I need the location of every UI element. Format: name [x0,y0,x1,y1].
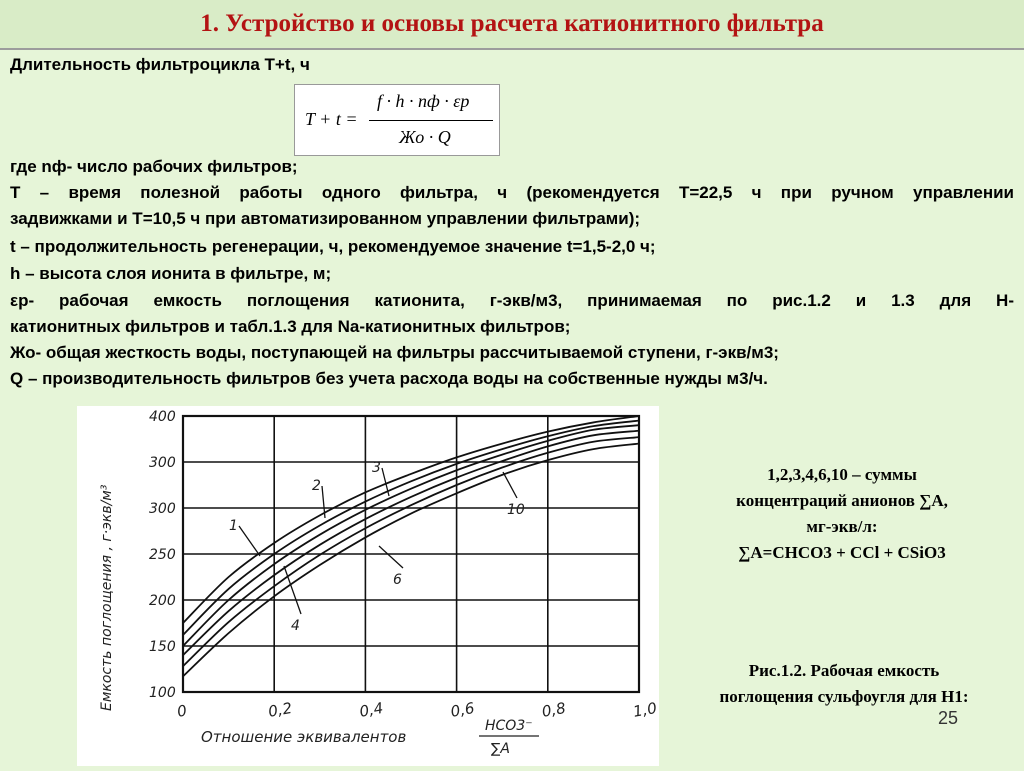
chart-curve-label-10: 10 [507,502,525,518]
chart-curve-label-3: 3 [372,460,381,476]
def-Q: Q – производительность фильтров без учета расхода воды на собственные нужды м3/ч. [10,369,768,388]
def-eps-line1: εр- рабочая емкость поглощения катионита, г-экв/м3, принимаемая по рис.1.2 и 1.3 для Н- [10,291,1014,310]
caption-line-2: поглощения сульфоугля для Н1: [719,687,969,706]
chart-curve-label-leader-1 [239,526,260,556]
def-T-line1: T – время полезной работы одного фильтра, ч (рекомендуется T=22,5 ч при ручном управлении [10,183,1014,202]
figure-caption [667,658,1021,710]
page-number: 25 [938,708,959,728]
chart-y-tick-label: 300 [149,501,176,517]
chart-y-tick-label: 250 [149,547,176,563]
chart-xlabel: Отношение эквивалентов [201,728,407,746]
chart-curve-label-2: 2 [312,478,321,494]
formula-denominator: Жо · Q [399,127,451,147]
legend-line-1: 1,2,3,4,6,10 – суммы [767,465,917,484]
def-h: h – высота слоя ионита в фильтре, м; [10,264,332,283]
chart-curve-label-4: 4 [291,618,300,634]
chart-curve-6 [183,437,639,666]
def-t: t – продолжительность регенерации, ч, рекомендуемое значение t=1,5-2,0 ч; [10,237,656,256]
chart-curve-labels [229,460,525,634]
chart-curve-label-leader-6 [379,546,403,568]
chart-panel [77,406,659,766]
chart-x-tick-label: 0 [175,701,189,721]
def-Zh: Жо- общая жесткость воды, поступающей на фильтры рассчитываемой ступени, г-экв/м3; [10,343,779,362]
title-bar [0,0,1024,50]
legend-line-3: мг-экв/л: [806,517,878,536]
chart-curve-label-leader-10 [503,472,517,498]
formula [294,84,500,156]
chart-ylabel: Емкость поглощения , г·экв/м³ [99,484,115,711]
chart-x-tick-label: 0,8 [540,698,568,721]
chart-y-tick-label: 150 [149,639,176,655]
chart-curve-label-1: 1 [229,518,238,534]
chart-xlabel-denominator: ∑A [491,741,511,757]
def-eps-line2: катионитных фильтров и табл.1.3 для Na-катионитных фильтров; [10,317,571,336]
legend-text [665,462,1019,566]
chart-x-tick-label: 1,0 [631,698,659,721]
chart-curve-label-6: 6 [393,572,402,588]
chart-x-tick-label: 0,6 [449,698,476,721]
caption-line-1: Рис.1.2. Рабочая емкость [748,661,940,680]
chart-grid [183,416,639,692]
def-nf: где nф- число рабочих фильтров; [10,157,298,176]
chart-x-tick-label: 0,4 [358,698,385,721]
capacity-chart [77,406,659,766]
formula-lhs: T + t = [305,109,358,129]
chart-x-tick-label: 0,2 [266,698,294,721]
chart-ticks [149,409,658,721]
chart-xlabel-numerator: HCO3⁻ [485,718,533,734]
heading: Длительность фильтроцикла T+t, ч [10,55,310,74]
chart-y-tick-label: 100 [149,685,176,701]
slide-title: 1. Устройство и основы расчета катионитного фильтра [200,10,824,37]
chart-y-tick-label: 200 [149,593,176,609]
formula-numerator: f · h · nф · εр [377,91,470,111]
legend-line-4: ∑А=CHCO3 + CCl + CSiO3 [738,543,946,562]
legend-line-2: концентраций анионов ∑А, [736,491,948,510]
formula-fraction-bar [369,120,493,121]
chart-curves [183,416,639,676]
def-T-line2: задвижками и T=10,5 ч при автоматизированном управлении фильтрами); [10,209,641,228]
chart-y-tick-label: 400 [149,409,176,425]
chart-y-tick-label: 300 [149,455,176,471]
